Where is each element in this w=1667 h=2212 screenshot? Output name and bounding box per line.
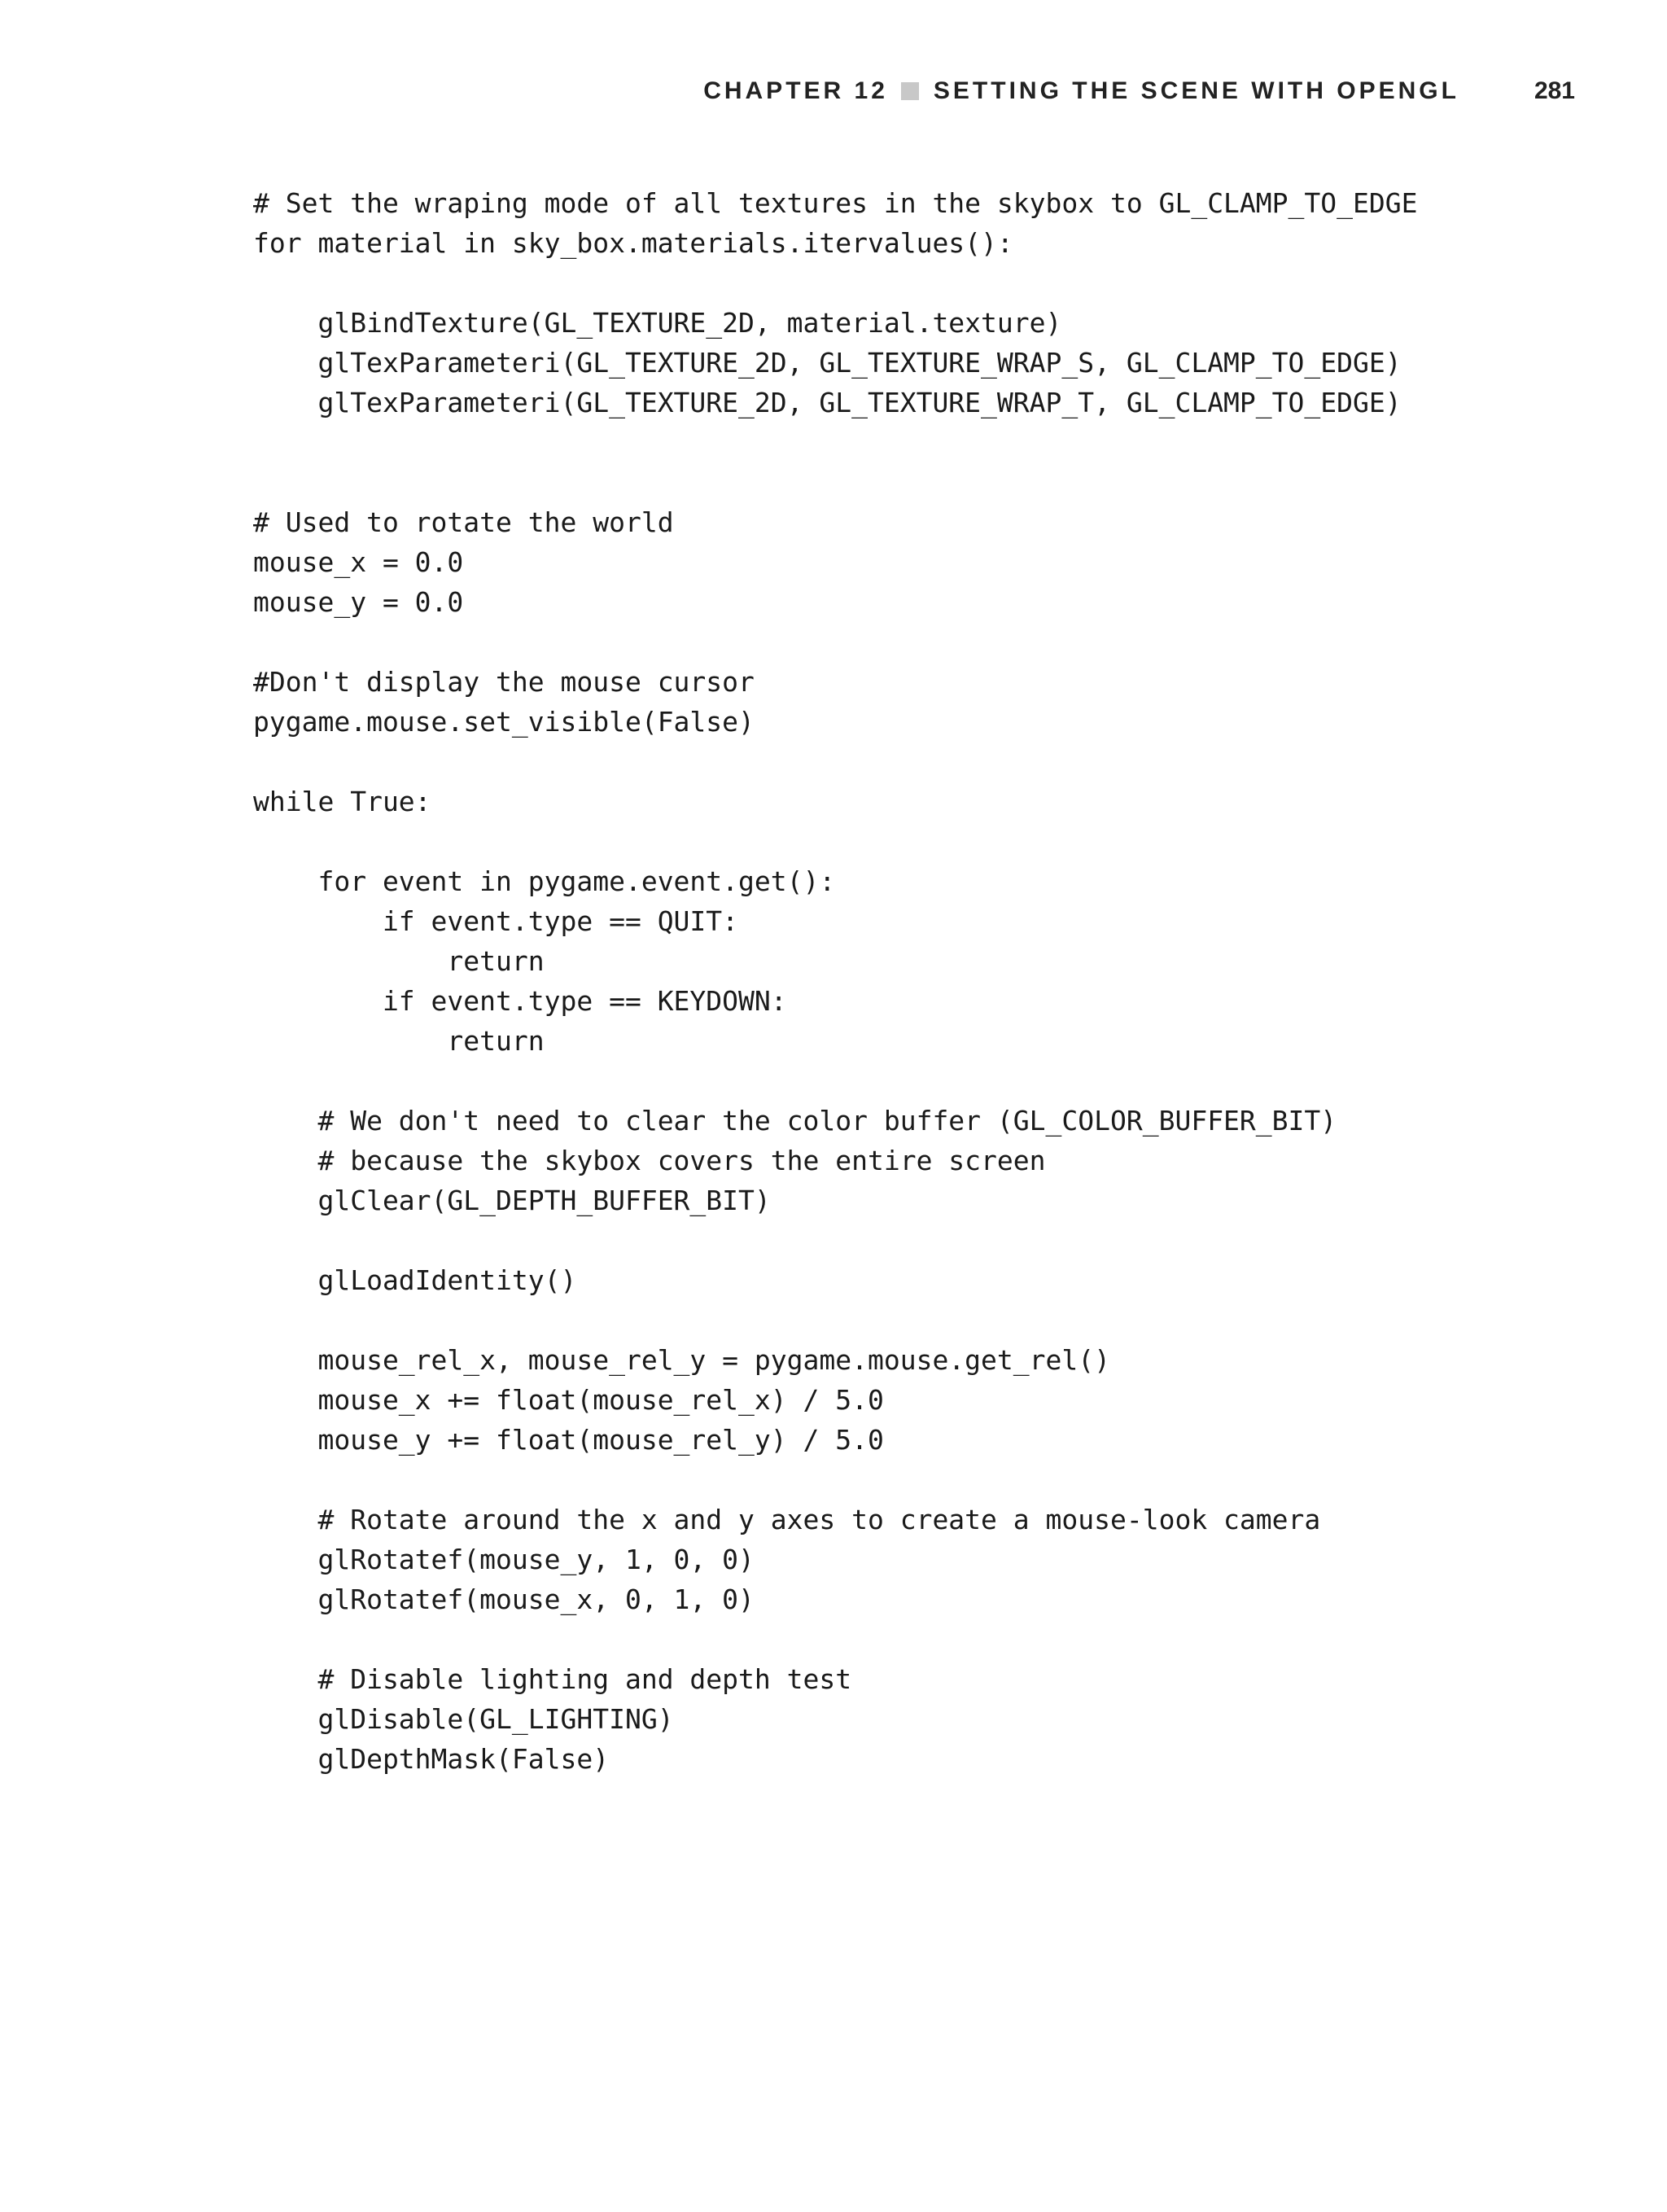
code-line (253, 423, 1417, 462)
code-line: # Rotate around the x and y axes to create a mouse-look camera (253, 1504, 1321, 1535)
code-line (253, 742, 1417, 782)
code-line (253, 821, 1417, 861)
code-line: pygame.mouse.set_visible(False) (253, 706, 755, 738)
code-line: for event in pygame.event.get(): (253, 865, 836, 897)
code-line: if event.type == KEYDOWN: (253, 985, 787, 1017)
code-line: mouse_y += float(mouse_rel_y) / 5.0 (253, 1424, 884, 1456)
code-line (253, 263, 1417, 303)
code-line: while True: (253, 786, 431, 817)
code-line: #Don't display the mouse cursor (253, 666, 755, 698)
code-line: mouse_x = 0.0 (253, 546, 464, 578)
code-line: mouse_x += float(mouse_rel_x) / 5.0 (253, 1384, 884, 1416)
code-line: glTexParameteri(GL_TEXTURE_2D, GL_TEXTURE_WRAP_T, GL_CLAMP_TO_EDGE) (253, 387, 1402, 418)
chapter-title: SETTING THE SCENE WITH OPENGL (933, 77, 1459, 104)
code-line: glDepthMask(False) (253, 1743, 610, 1775)
code-line: return (253, 1025, 545, 1057)
code-line (253, 462, 1417, 502)
code-line (253, 1300, 1417, 1340)
page-number: 281 (1534, 77, 1575, 104)
chapter-label: CHAPTER 12 (703, 77, 888, 104)
code-line: glRotatef(mouse_x, 0, 1, 0) (253, 1583, 755, 1615)
code-line: return (253, 945, 545, 977)
code-line: # Disable lighting and depth test (253, 1663, 852, 1695)
code-line: mouse_y = 0.0 (253, 586, 464, 618)
code-line: glLoadIdentity() (253, 1264, 577, 1296)
code-line: # Set the wraping mode of all textures in the skybox to GL_CLAMP_TO_EDGE (253, 187, 1418, 219)
code-line (253, 1619, 1417, 1659)
code-line (253, 622, 1417, 662)
running-head (0, 73, 1575, 109)
code-line: glDisable(GL_LIGHTING) (253, 1703, 674, 1735)
code-line: glClear(GL_DEPTH_BUFFER_BIT) (253, 1185, 771, 1216)
code-line: # because the skybox covers the entire screen (253, 1145, 1046, 1176)
code-line (253, 1460, 1417, 1500)
code-line: if event.type == QUIT: (253, 905, 739, 937)
code-line: glBindTexture(GL_TEXTURE_2D, material.texture) (253, 307, 1062, 339)
code-line: mouse_rel_x, mouse_rel_y = pygame.mouse.get_rel() (253, 1344, 1110, 1376)
code-line: glTexParameteri(GL_TEXTURE_2D, GL_TEXTURE_WRAP_S, GL_CLAMP_TO_EDGE) (253, 347, 1402, 379)
separator-square-icon (901, 82, 919, 100)
code-line: glRotatef(mouse_y, 1, 0, 0) (253, 1544, 755, 1575)
code-listing (253, 183, 1417, 1779)
code-line: # Used to rotate the world (253, 506, 674, 538)
code-line: # We don't need to clear the color buffer (GL_COLOR_BUFFER_BIT) (253, 1105, 1337, 1137)
code-line (253, 1220, 1417, 1260)
code-line (253, 1061, 1417, 1101)
code-line: for material in sky_box.materials.itervalues(): (253, 227, 1013, 259)
